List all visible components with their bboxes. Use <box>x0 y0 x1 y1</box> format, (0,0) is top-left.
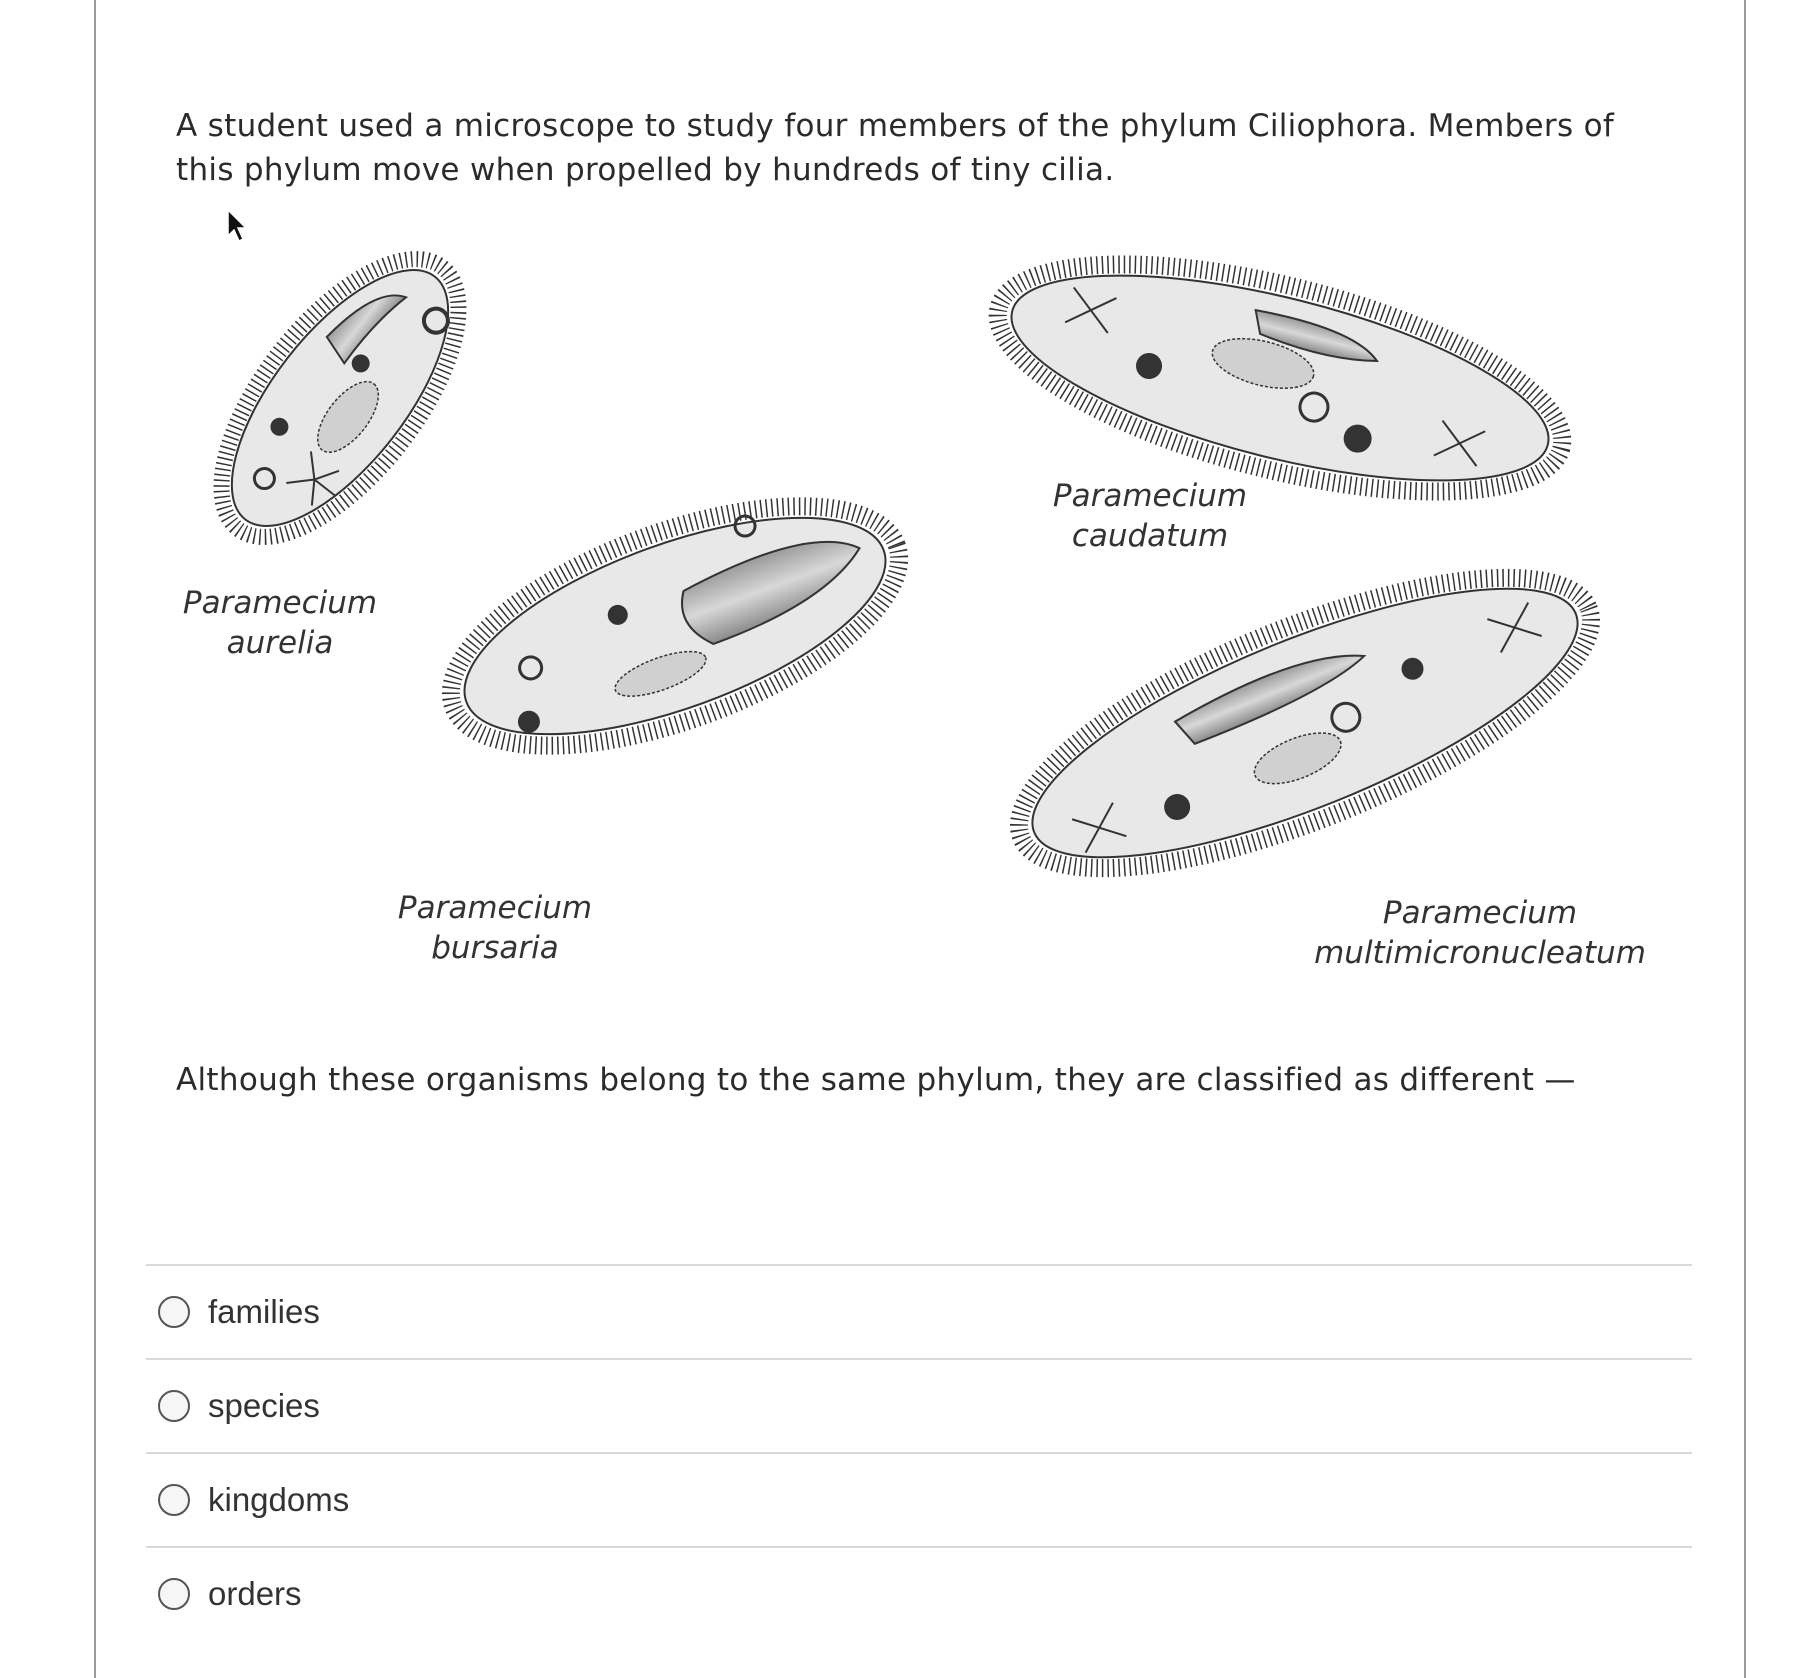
choice-species[interactable] <box>146 1358 1692 1452</box>
choice-kingdoms[interactable] <box>146 1452 1692 1546</box>
label-paramecium-aurelia <box>180 583 380 663</box>
label-genus: Paramecium <box>1382 895 1578 931</box>
label-species: multimicronucleatum <box>1314 935 1646 971</box>
radio-button-icon[interactable] <box>158 1390 190 1422</box>
label-species: bursaria <box>431 930 559 966</box>
paramecium-bursaria-drawing <box>421 457 929 795</box>
choice-label: species <box>208 1387 320 1424</box>
label-genus: Paramecium <box>1052 478 1248 514</box>
choice-label: orders <box>208 1575 302 1612</box>
label-species: caudatum <box>1071 518 1229 554</box>
paramecium-figure <box>180 238 1680 1018</box>
label-genus: Paramecium <box>182 585 378 621</box>
radio-button-icon[interactable] <box>158 1484 190 1516</box>
radio-button-icon[interactable] <box>158 1296 190 1328</box>
paramecium-aurelia-drawing <box>180 238 502 576</box>
paramecium-multimicronucleatum-drawing <box>985 519 1624 926</box>
choice-families[interactable] <box>146 1264 1692 1358</box>
choice-label: families <box>208 1293 320 1330</box>
question-prompt: Although these organisms belong to the same phylum, they are classified as different — <box>176 1062 1576 1098</box>
radio-button-icon[interactable] <box>158 1578 190 1610</box>
question-stem: A student used a microscope to study four members of the phylum Ciliophora. Members of this phylum move when propelled by hundreds of tiny cilia. <box>176 108 1615 188</box>
label-paramecium-caudatum <box>1040 476 1260 556</box>
choice-orders[interactable] <box>146 1546 1692 1640</box>
label-paramecium-multimicronucleatum <box>1310 893 1650 973</box>
label-genus: Paramecium <box>397 890 593 926</box>
label-paramecium-bursaria <box>390 888 600 968</box>
choice-label: kingdoms <box>208 1481 350 1518</box>
label-species: aurelia <box>226 625 334 661</box>
answer-choices <box>146 1264 1692 1640</box>
